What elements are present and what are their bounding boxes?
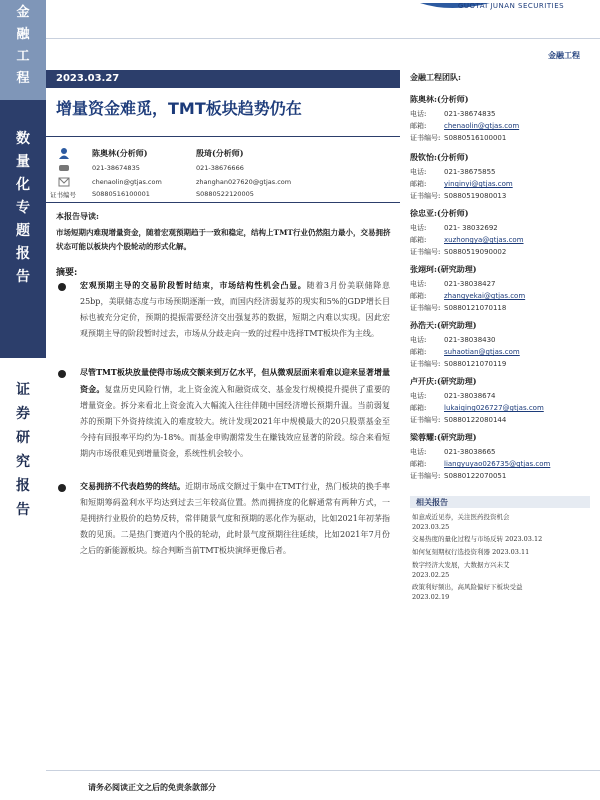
abstract-heading: 摘要: — [56, 268, 78, 278]
footer-divider — [46, 770, 600, 771]
team-member-phone: 电话: 021-38038665 — [410, 448, 496, 456]
bullet-icon — [58, 484, 66, 492]
abstract-paragraph-3 — [80, 478, 390, 559]
paragraph-3-lead: 交易拥挤不代表趋势的终结。 — [80, 481, 186, 491]
header-category: 金融工程 — [548, 50, 580, 60]
disclaimer-footer: 请务必阅读正文之后的免责条款部分 — [88, 782, 216, 792]
related-report-item[interactable]: 交易热度的量化过程与市场反转 2023.03.12 — [412, 535, 543, 543]
paragraph-2-lead: 尽管TMT板块放量使得市场成交额来到万亿水平，但从微观层面来看难以迎来显著增量资金。 — [80, 367, 390, 394]
team-member-email: 邮箱: chenaolin@gtjas.com — [410, 122, 520, 130]
analyst1-phone: 021-38674835 — [92, 164, 140, 172]
bullet-icon — [58, 283, 66, 291]
team-member-name: 孙浩天:(研究助理) — [410, 320, 477, 330]
sidebar-bottom-block — [0, 358, 46, 800]
paragraph-3-body: 近期市场成交额过于集中在TMT行业，热门板块的换手率和短期筹码盈利水平均达到过去三年较高位置。然而拥挤度的化解通常有两种方式，一是拥挤行业股价的趋势反转，常伴随景气度和预期的恶化作为驱动，比如2021年初茅指数的见顶。二是热门赛道内个股的轮动，此时景气度预期往往延续，比如2021年7月份之后的新能源板块。综合判断当前TMT板块演绎更像后者。 — [80, 482, 390, 555]
report-sidebar — [0, 0, 46, 800]
related-report-item[interactable]: 如何复刻期权行选投资利器 2023.03.11 — [412, 548, 530, 556]
team-member-email: 邮箱: suhaotian@gtjas.com — [410, 348, 520, 356]
paragraph-1-body: 随着3月份美联储降息25bp，美联储态度与市场预期逐渐一致，而国内经济弱复苏的现实和5%的GDP增长目标也被充分定价，预期的提振需要经济交出强复苏的数据，短期之内难以实现。因此宏观预期主导的阶段暂时过去，市场从分歧走向一致的过程中选择TMT板块作为主线。 — [80, 281, 390, 338]
paragraph-2-body: 复盘历史风险行情，北上资金流入和融资成交、基金发行规模提升提供了重要的增量资金。拆分来看北上资金流入大幅流入往往伴随中国经济增长预期升温。当前弱复苏的预期下外资持续流入的难度较大。统计发现2021年中规模最大的20只股票基金至今持有回报率平均约为-18%。而基金申购潮常发生在赚钱效应显著的阶段。综合来看短期内市场很难见到增量资金，系统性机会较小。 — [80, 385, 391, 458]
team-member-cert: 证书编号: S0880122070051 — [410, 472, 507, 480]
sidebar-top-block — [0, 0, 46, 100]
team-member-cert: 证书编号: S0880519090002 — [410, 248, 507, 256]
team-member-phone: 电话: 021- 38032692 — [410, 224, 498, 232]
sidebar-mid-block — [0, 100, 46, 358]
related-report-item[interactable]: 数字经济大发展，大数据方兴未艾 2023.02.25 — [412, 561, 510, 579]
team-heading: 金融工程团队: — [410, 72, 461, 82]
team-member-name: 陈奥林:(分析师) — [410, 94, 469, 104]
guide-divider — [46, 202, 400, 203]
analyst1-name: 陈奥林(分析师) — [92, 148, 148, 158]
sidebar-category-text: 金 融 工 程 — [16, 5, 30, 86]
team-member-phone: 电话: 021-38674835 — [410, 110, 496, 118]
analyst2-name: 殷琦(分析师) — [196, 148, 244, 158]
analyst2-email[interactable]: zhanghan027620@gtjas.com — [196, 178, 292, 186]
team-member-phone: 电话: 021-38675855 — [410, 168, 496, 176]
title-divider — [46, 136, 400, 137]
paragraph-1-lead: 宏观预期主导的交易阶段暂时结束，市场结构性机会凸显。 — [80, 280, 307, 290]
phone-icon — [58, 163, 70, 173]
team-member-email: 邮箱: yinqinyi@gtjas.com — [410, 180, 513, 188]
report-date: 2023.03.27 — [46, 70, 400, 88]
related-reports-heading: 相关报告 — [416, 497, 448, 507]
abstract-paragraph-1 — [80, 277, 390, 342]
company-logo — [410, 0, 600, 12]
related-report-item[interactable]: 政策利好频出，高风险偏好下板块受益 2023.02.19 — [412, 583, 523, 601]
team-member-name: 张翊珂:(研究助理) — [410, 264, 477, 274]
team-member-name: 卢开庆:(研究助理) — [410, 376, 477, 386]
analyst2-cert: S0880522120005 — [196, 190, 254, 198]
analyst-person-icon — [58, 147, 70, 159]
team-member-email: 邮箱: lukaiqing026727@gtjas.com — [410, 404, 544, 412]
team-member-cert: 证书编号: S0880121070118 — [410, 304, 507, 312]
team-member-phone: 电话: 021-38038430 — [410, 336, 496, 344]
analyst2-phone: 021-38676666 — [196, 164, 244, 172]
abstract-paragraph-2 — [80, 364, 390, 462]
team-member-cert: 证书编号: S0880121070119 — [410, 360, 507, 368]
related-report-item[interactable]: 如意成近见券，关注医药投资机会 2023.03.25 — [412, 513, 510, 531]
team-member-email: 邮箱: zhangyekai@gtjas.com — [410, 292, 526, 300]
analyst1-email[interactable]: chenaolin@gtjas.com — [92, 178, 162, 186]
guide-text: 市场短期内难现增量资金，随着宏观预期趋于一致和稳定，结构上TMT行业仍然阻力最小，交易拥挤状态可能以板块内个股轮动的形式化解。 — [56, 228, 391, 251]
guide-heading: 本报告导读: — [56, 211, 99, 221]
team-member-cert: 证书编号: S0880516100001 — [410, 134, 507, 142]
team-member-name: 梁蓉耀:(研究助理) — [410, 432, 477, 442]
team-member-email: 邮箱: xuzhongya@gtjas.com — [410, 236, 524, 244]
header-divider — [46, 38, 600, 39]
bullet-icon — [58, 370, 66, 378]
report-title: 增量资金难觅，TMT板块趋势仍在 — [56, 99, 302, 118]
cert-label: 证书编号 — [50, 191, 76, 199]
sidebar-research-text: 证 券 研 究 报 告 — [16, 382, 30, 518]
mail-icon — [58, 177, 70, 187]
team-member-name: 徐忠亚:(分析师) — [410, 208, 469, 218]
team-member-email: 邮箱: liangyuyao026735@gtjas.com — [410, 460, 551, 468]
team-member-phone: 电话: 021-38038427 — [410, 280, 496, 288]
team-member-name: 殷钦怡:(分析师) — [410, 152, 469, 162]
logo-text: GUOTAI JUNAN SECURITIES — [458, 2, 565, 10]
team-member-phone: 电话: 021-38038674 — [410, 392, 496, 400]
analyst1-cert: S0880516100001 — [92, 190, 150, 198]
team-member-cert: 证书编号: S0880519080013 — [410, 192, 507, 200]
sidebar-report-type-text: 数 量 化 专 题 报 告 — [16, 131, 30, 285]
team-member-cert: 证书编号: S0880122080144 — [410, 416, 507, 424]
